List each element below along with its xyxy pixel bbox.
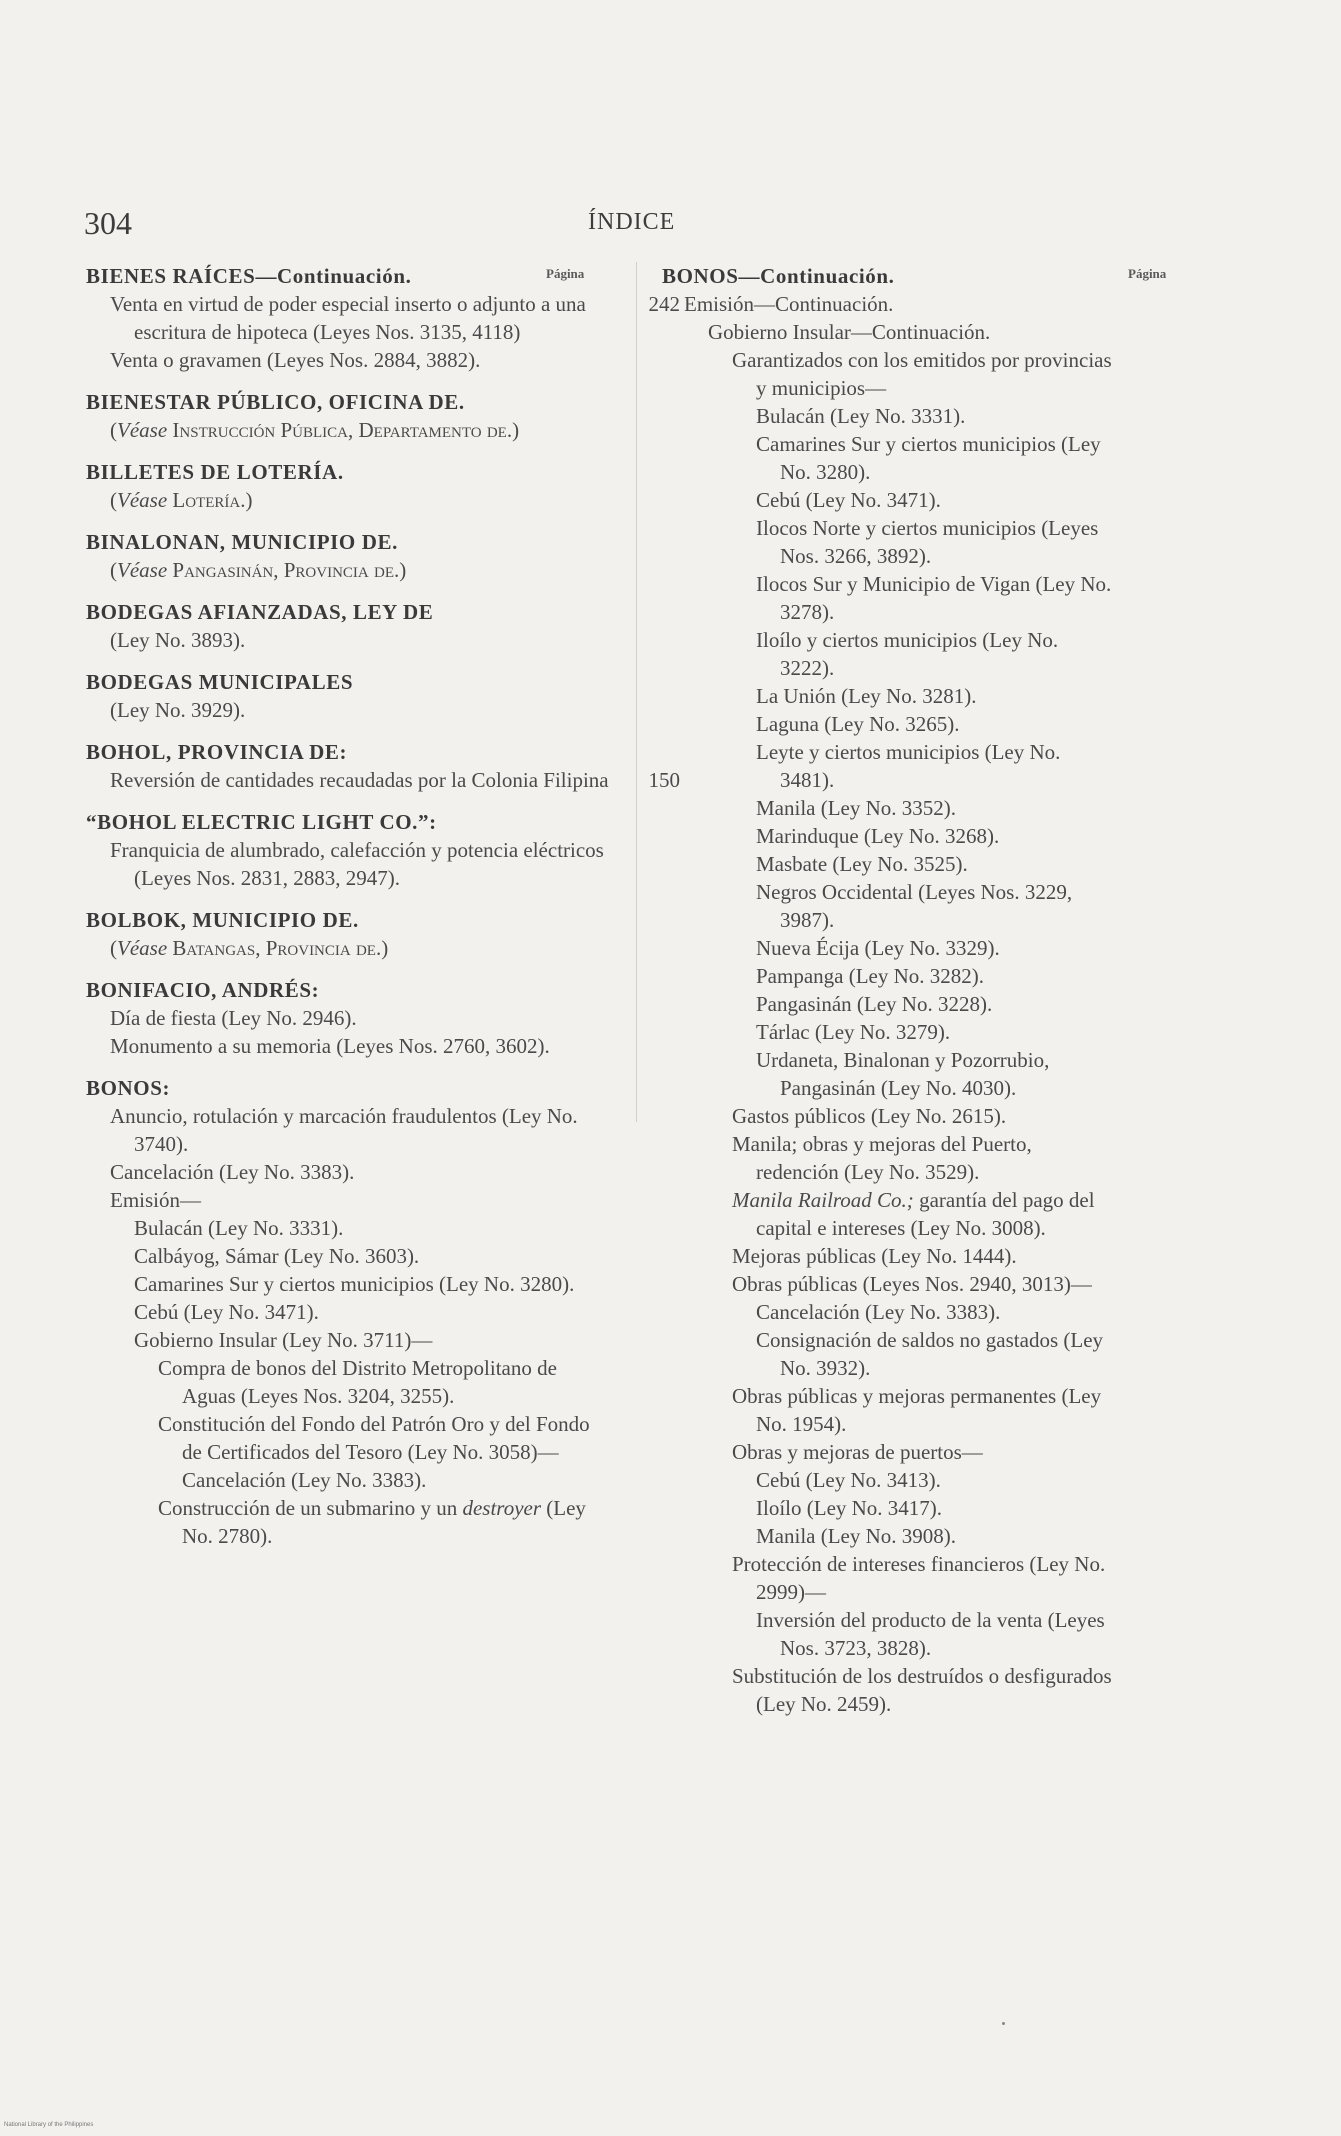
entry-line: (Ley No. 3893).	[110, 628, 246, 652]
index-entry	[86, 528, 614, 584]
index-entry	[86, 458, 614, 514]
entry-line: Gobierno Insular—Continuación.	[708, 320, 991, 344]
index-entry	[86, 668, 614, 724]
entry-line: Cancelación (Ley No. 3383).	[110, 1160, 355, 1184]
entry-line: Venta en virtud de poder especial inserto o adjunto a una escritura de hipoteca (Leyes Nos. 3135, 4118) 242	[110, 292, 680, 344]
entry-line: Monumento a su memoria (Leyes Nos. 2760, 3602).	[110, 1034, 550, 1058]
entry-line: Ilocos Norte y ciertos municipios (Leyes Nos. 3266, 3892).	[756, 516, 1099, 568]
entry-line: Camarines Sur y ciertos municipios (Ley No. 3280).	[756, 432, 1101, 484]
entry-line: Cebú (Ley No. 3413).	[756, 1468, 941, 1492]
entry-heading: BINALONAN, MUNICIPIO DE.	[86, 530, 398, 554]
index-entry	[86, 906, 614, 962]
entry-line: Emisión—	[110, 1188, 202, 1212]
entry-line: Protección de intereses financieros (Ley No. 2999)—	[732, 1552, 1106, 1604]
entry-heading: BIENES RAÍCES—Continuación.	[86, 264, 412, 288]
scan-footer: National Library of the Philippines	[4, 2122, 94, 2128]
entry-line: Garantizados con los emitidos por provincias y municipios—	[732, 348, 1112, 400]
right-column	[662, 262, 1114, 1718]
entry-line: Substitución de los destruídos o desfigurados (Ley No. 2459).	[732, 1664, 1112, 1716]
see-reference: (Véase Batangas, Provincia de.)	[110, 936, 389, 960]
entry-heading: BONIFACIO, ANDRÉS:	[86, 978, 320, 1002]
entry-line: Negros Occidental (Leyes Nos. 3229, 3987).	[756, 880, 1073, 932]
entry-line: Manila; obras y mejoras del Puerto, redención (Ley No. 3529).	[732, 1132, 1032, 1184]
page-number: 304	[84, 205, 132, 241]
entry-line: Pangasinán (Ley No. 3228).	[756, 992, 993, 1016]
index-entry	[86, 738, 680, 794]
entry-line: Iloílo y ciertos municipios (Ley No. 3222).	[756, 628, 1059, 680]
entry-heading: BODEGAS AFIANZADAS, LEY DE	[86, 600, 434, 624]
entry-line: Nueva Écija (Ley No. 3329).	[756, 936, 1000, 960]
see-reference: (Véase Instrucción Pública, Departamento de.)	[110, 418, 520, 442]
entry-heading: BIENESTAR PÚBLICO, OFICINA DE.	[86, 390, 465, 414]
page-speck	[1002, 2022, 1005, 2025]
entry-heading: BOLBOK, MUNICIPIO DE.	[86, 908, 359, 932]
running-head: ÍNDICE	[588, 209, 676, 235]
pagina-label-right: Página	[1128, 266, 1167, 281]
entry-line: Construcción de un submarino y un destroyer (Ley No. 2780).	[158, 1496, 586, 1548]
left-column	[86, 262, 680, 1564]
entry-line: Masbate (Ley No. 3525).	[756, 852, 968, 876]
entry-line: Constitución del Fondo del Patrón Oro y del Fondo de Certificados del Tesoro (Ley No. 3058)—	[158, 1412, 590, 1464]
entry-line: Marinduque (Ley No. 3268).	[756, 824, 1000, 848]
entry-line: Día de fiesta (Ley No. 2946).	[110, 1006, 357, 1030]
entry-line: Compra de bonos del Distrito Metropolitano de Aguas (Leyes Nos. 3204, 3255).	[158, 1356, 557, 1408]
page-ref: 242	[648, 292, 680, 316]
entry-line: Cebú (Ley No. 3471).	[756, 488, 941, 512]
entry-heading: BONOS—Continuación.	[662, 264, 895, 288]
index-entry	[86, 388, 614, 444]
entry-line: Cancelación (Ley No. 3383).	[756, 1300, 1001, 1324]
column-divider	[636, 262, 637, 1122]
entry-line: Manila (Ley No. 3352).	[756, 796, 957, 820]
entry-heading: BODEGAS MUNICIPALES	[86, 670, 354, 694]
entry-line: Mejoras públicas (Ley No. 1444).	[732, 1244, 1017, 1268]
entry-line: Cancelación (Ley No. 3383).	[182, 1468, 427, 1492]
entry-line: Ilocos Sur y Municipio de Vigan (Ley No. 3278).	[756, 572, 1112, 624]
index-entry	[86, 976, 614, 1060]
entry-line: Tárlac (Ley No. 3279).	[756, 1020, 951, 1044]
entry-line: Manila Railroad Co.; garantía del pago del capital e intereses (Ley No. 3008).	[732, 1188, 1095, 1240]
see-reference: (Véase Lotería.)	[110, 488, 253, 512]
entry-line: Obras y mejoras de puertos—	[732, 1440, 983, 1464]
entry-line: Obras públicas (Leyes Nos. 2940, 3013)—	[732, 1272, 1092, 1296]
entry-line: Reversión de cantidades recaudadas por la Colonia Filipina 150	[110, 768, 680, 792]
entry-line: Camarines Sur y ciertos municipios (Ley No. 3280).	[134, 1272, 575, 1296]
entry-line: Iloílo (Ley No. 3417).	[756, 1496, 943, 1520]
entry-line: Leyte y ciertos municipios (Ley No. 3481).	[756, 740, 1061, 792]
entry-line: Venta o gravamen (Leyes Nos. 2884, 3882).	[110, 348, 481, 372]
page-ref: 150	[648, 768, 680, 792]
entry-line: Bulacán (Ley No. 3331).	[134, 1216, 344, 1240]
entry-line: Obras públicas y mejoras permanentes (Ley No. 1954).	[732, 1384, 1102, 1436]
entry-line: Manila (Ley No. 3908).	[756, 1524, 957, 1548]
entry-heading: BILLETES DE LOTERÍA.	[86, 460, 344, 484]
entry-line: Calbáyog, Sámar (Ley No. 3603).	[134, 1244, 420, 1268]
entry-line: Franquicia de alumbrado, calefacción y potencia eléctricos (Leyes Nos. 2831, 2883, 2947).	[110, 838, 604, 890]
entry-heading: BONOS:	[86, 1076, 171, 1100]
entry-line: Anuncio, rotulación y marcación fraudulentos (Ley No. 3740).	[110, 1104, 578, 1156]
entry-line: La Unión (Ley No. 3281).	[756, 684, 977, 708]
entry-line: Emisión—Continuación.	[684, 292, 894, 316]
entry-heading: BOHOL, PROVINCIA DE:	[86, 740, 348, 764]
entry-line: Consignación de saldos no gastados (Ley No. 3932).	[756, 1328, 1104, 1380]
entry-line: Inversión del producto de la venta (Leyes Nos. 3723, 3828).	[756, 1608, 1105, 1660]
entry-line: Laguna (Ley No. 3265).	[756, 712, 960, 736]
entry-line: (Ley No. 3929).	[110, 698, 246, 722]
entry-line: Pampanga (Ley No. 3282).	[756, 964, 985, 988]
index-entry	[86, 262, 680, 374]
index-entry	[86, 1074, 614, 1550]
see-reference: (Véase Pangasinán, Provincia de.)	[110, 558, 407, 582]
index-entry	[86, 598, 614, 654]
entry-line: Bulacán (Ley No. 3331).	[756, 404, 966, 428]
entry-line: Cebú (Ley No. 3471).	[134, 1300, 319, 1324]
entry-line: Gobierno Insular (Ley No. 3711)—	[134, 1328, 433, 1352]
pagina-label-left: Página	[546, 266, 585, 281]
entry-line: Urdaneta, Binalonan y Pozorrubio, Pangasinán (Ley No. 4030).	[756, 1048, 1050, 1100]
entry-line: Gastos públicos (Ley No. 2615).	[732, 1104, 1007, 1128]
entry-heading: “BOHOL ELECTRIC LIGHT CO.”:	[86, 810, 437, 834]
index-entry	[86, 808, 614, 892]
